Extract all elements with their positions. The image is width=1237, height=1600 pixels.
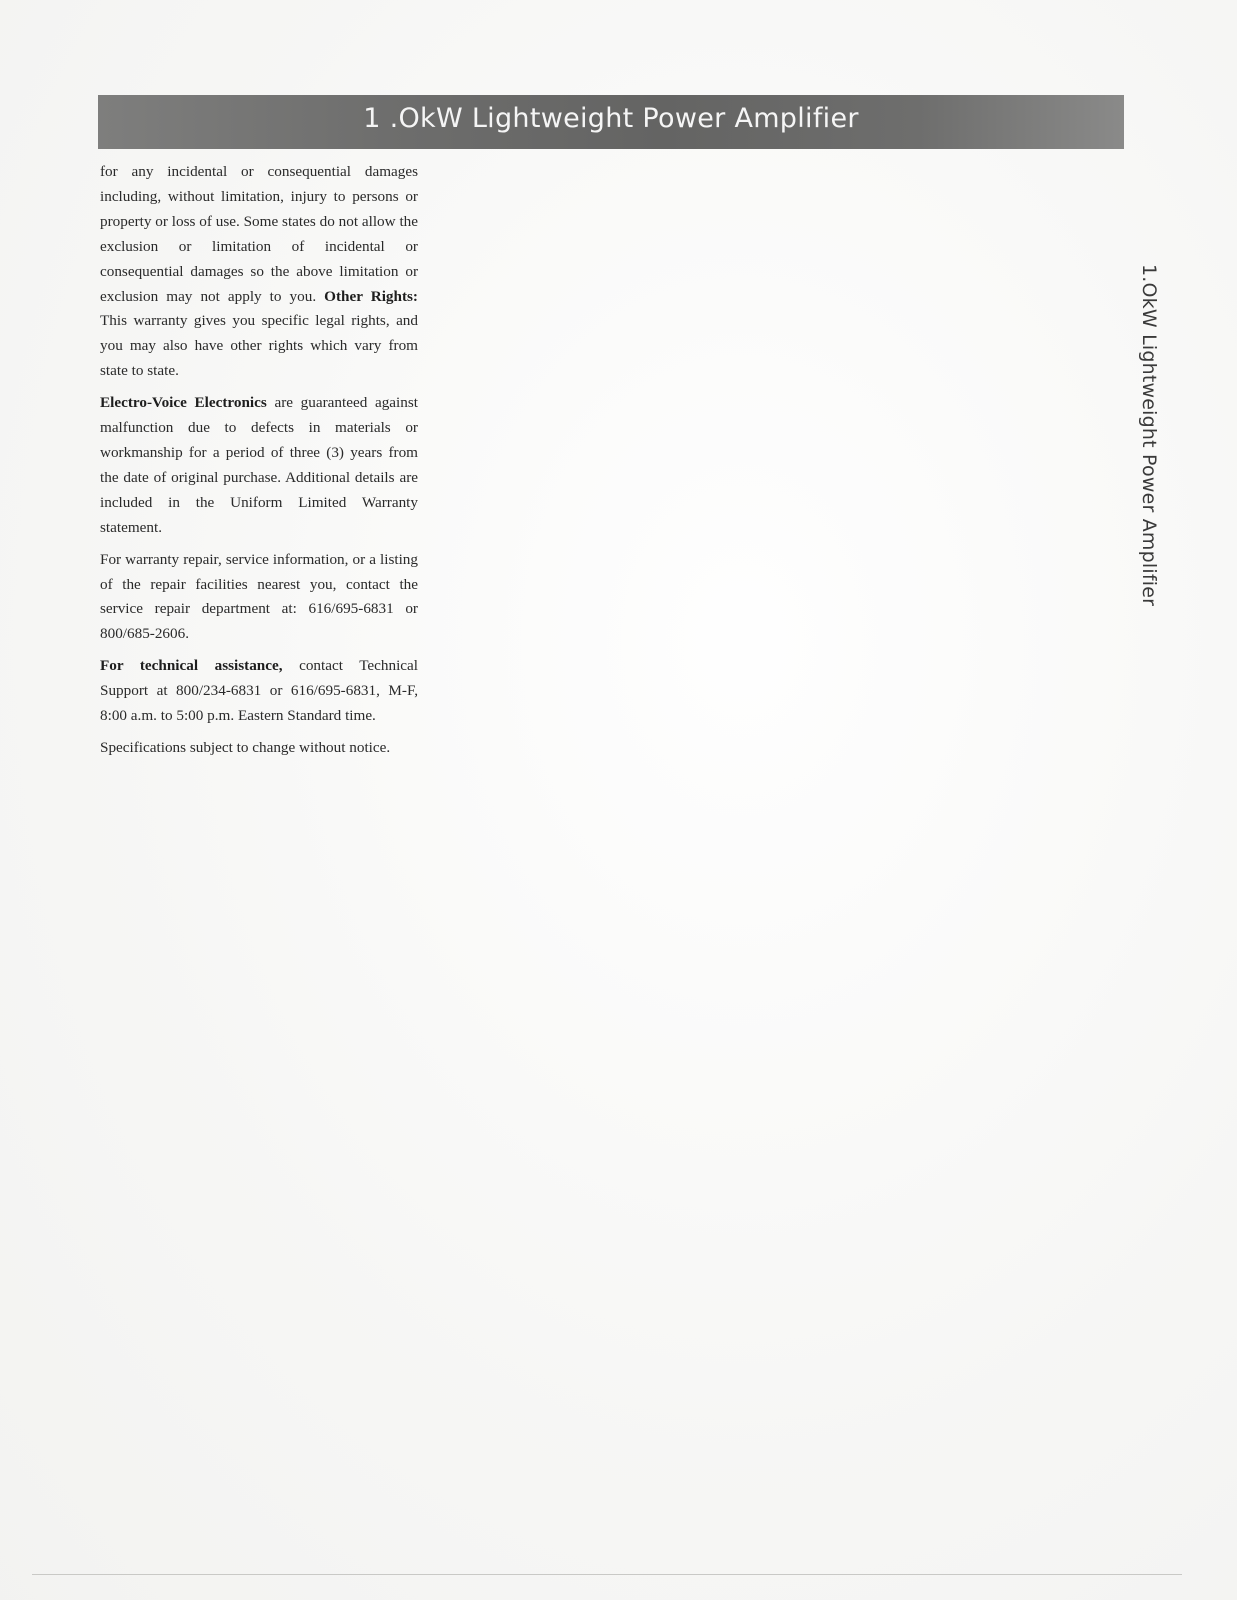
paragraph-text: For warranty repair, service information, or a listing of the repair facilities nearest you, contact the service repair department at: 616/695-6831 or 800/685-2606. — [100, 550, 418, 643]
paragraph-technical-assistance — [100, 654, 418, 729]
paragraph-specifications — [100, 736, 418, 761]
other-rights-heading: Other Rights: — [324, 287, 418, 305]
brand-name: Electro-Voice Electronics — [100, 394, 267, 412]
header-bar — [98, 95, 1124, 149]
paragraph-limitation — [100, 160, 418, 384]
paragraph-warranty-repair — [100, 548, 418, 648]
paragraph-text: for any incidental or consequential damages including, without limitation, injury to persons or property or loss of use. Some states do not allow the exclusion or limitation of incidental or consequential damages so the above limitation or exclusion may not apply to you. — [100, 163, 418, 305]
page-title: 1 .OkW Lightweight Power Amplifier — [363, 103, 859, 134]
paragraph-text: This warranty gives you specific legal rights, and you may also have other rights which vary from state to state. — [100, 312, 418, 380]
bottom-rule — [32, 1574, 1182, 1575]
technical-assistance-heading: For technical assistance, — [100, 657, 283, 675]
paragraph-text: Specifications subject to change without notice. — [100, 738, 391, 756]
side-tab-title: 1.OkW Lightweight Power Amplifier — [1138, 264, 1160, 607]
paragraph-text: are guaranteed against malfunction due to defects in materials or workmanship for a period of three (3) years from the date of original purchase. Additional details are included in the Uniform Limited Warranty statement. — [100, 394, 418, 536]
paragraph-text: contact Technical Support at 800/234-6831 or 616/695-6831, M-F, 8:00 a.m. to 5:00 p.m. Eastern Standard time. — [100, 657, 418, 725]
paragraph-guarantee — [100, 391, 418, 540]
text-column — [100, 160, 418, 768]
